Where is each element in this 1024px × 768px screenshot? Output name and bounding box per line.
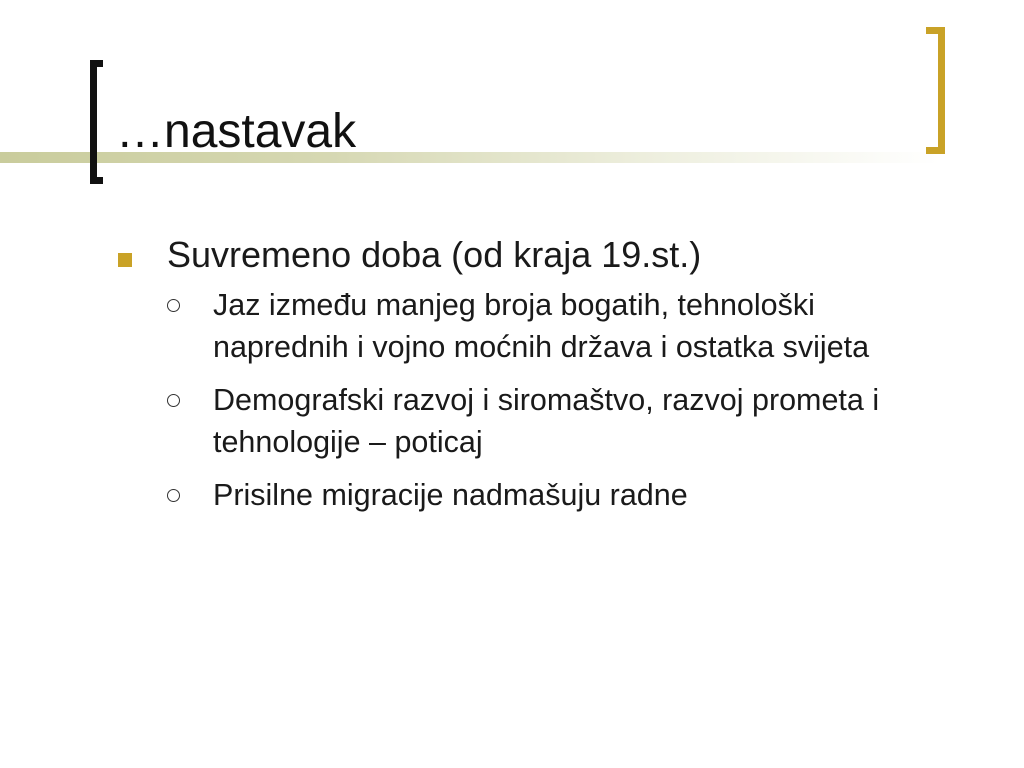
bullet-level1 — [118, 232, 958, 278]
sub-bullet-item — [167, 474, 958, 516]
left-bracket-decoration — [90, 60, 103, 184]
sub-bullet-list — [167, 284, 958, 516]
ring-bullet-icon — [167, 394, 180, 407]
bullet-level1-text: Suvremeno doba (od kraja 19.st.) — [167, 234, 702, 275]
sub-bullet-item — [167, 284, 958, 368]
right-bracket-decoration — [926, 27, 945, 154]
sub-bullet-text: Jaz između manjeg broja bogatih, tehnološki naprednih i vojno moćnih država i ostatka svijeta — [213, 288, 870, 364]
ring-bullet-icon — [167, 299, 180, 312]
sub-bullet-item — [167, 379, 958, 463]
sub-bullet-text: Demografski razvoj i siromaštvo, razvoj prometa i tehnologije – poticaj — [213, 383, 880, 459]
slide-body — [118, 232, 958, 527]
ring-bullet-icon — [167, 489, 180, 502]
slide-title: …nastavak — [116, 105, 357, 158]
sub-bullet-text: Prisilne migracije nadmašuju radne — [213, 478, 688, 512]
square-bullet-icon — [118, 253, 132, 267]
